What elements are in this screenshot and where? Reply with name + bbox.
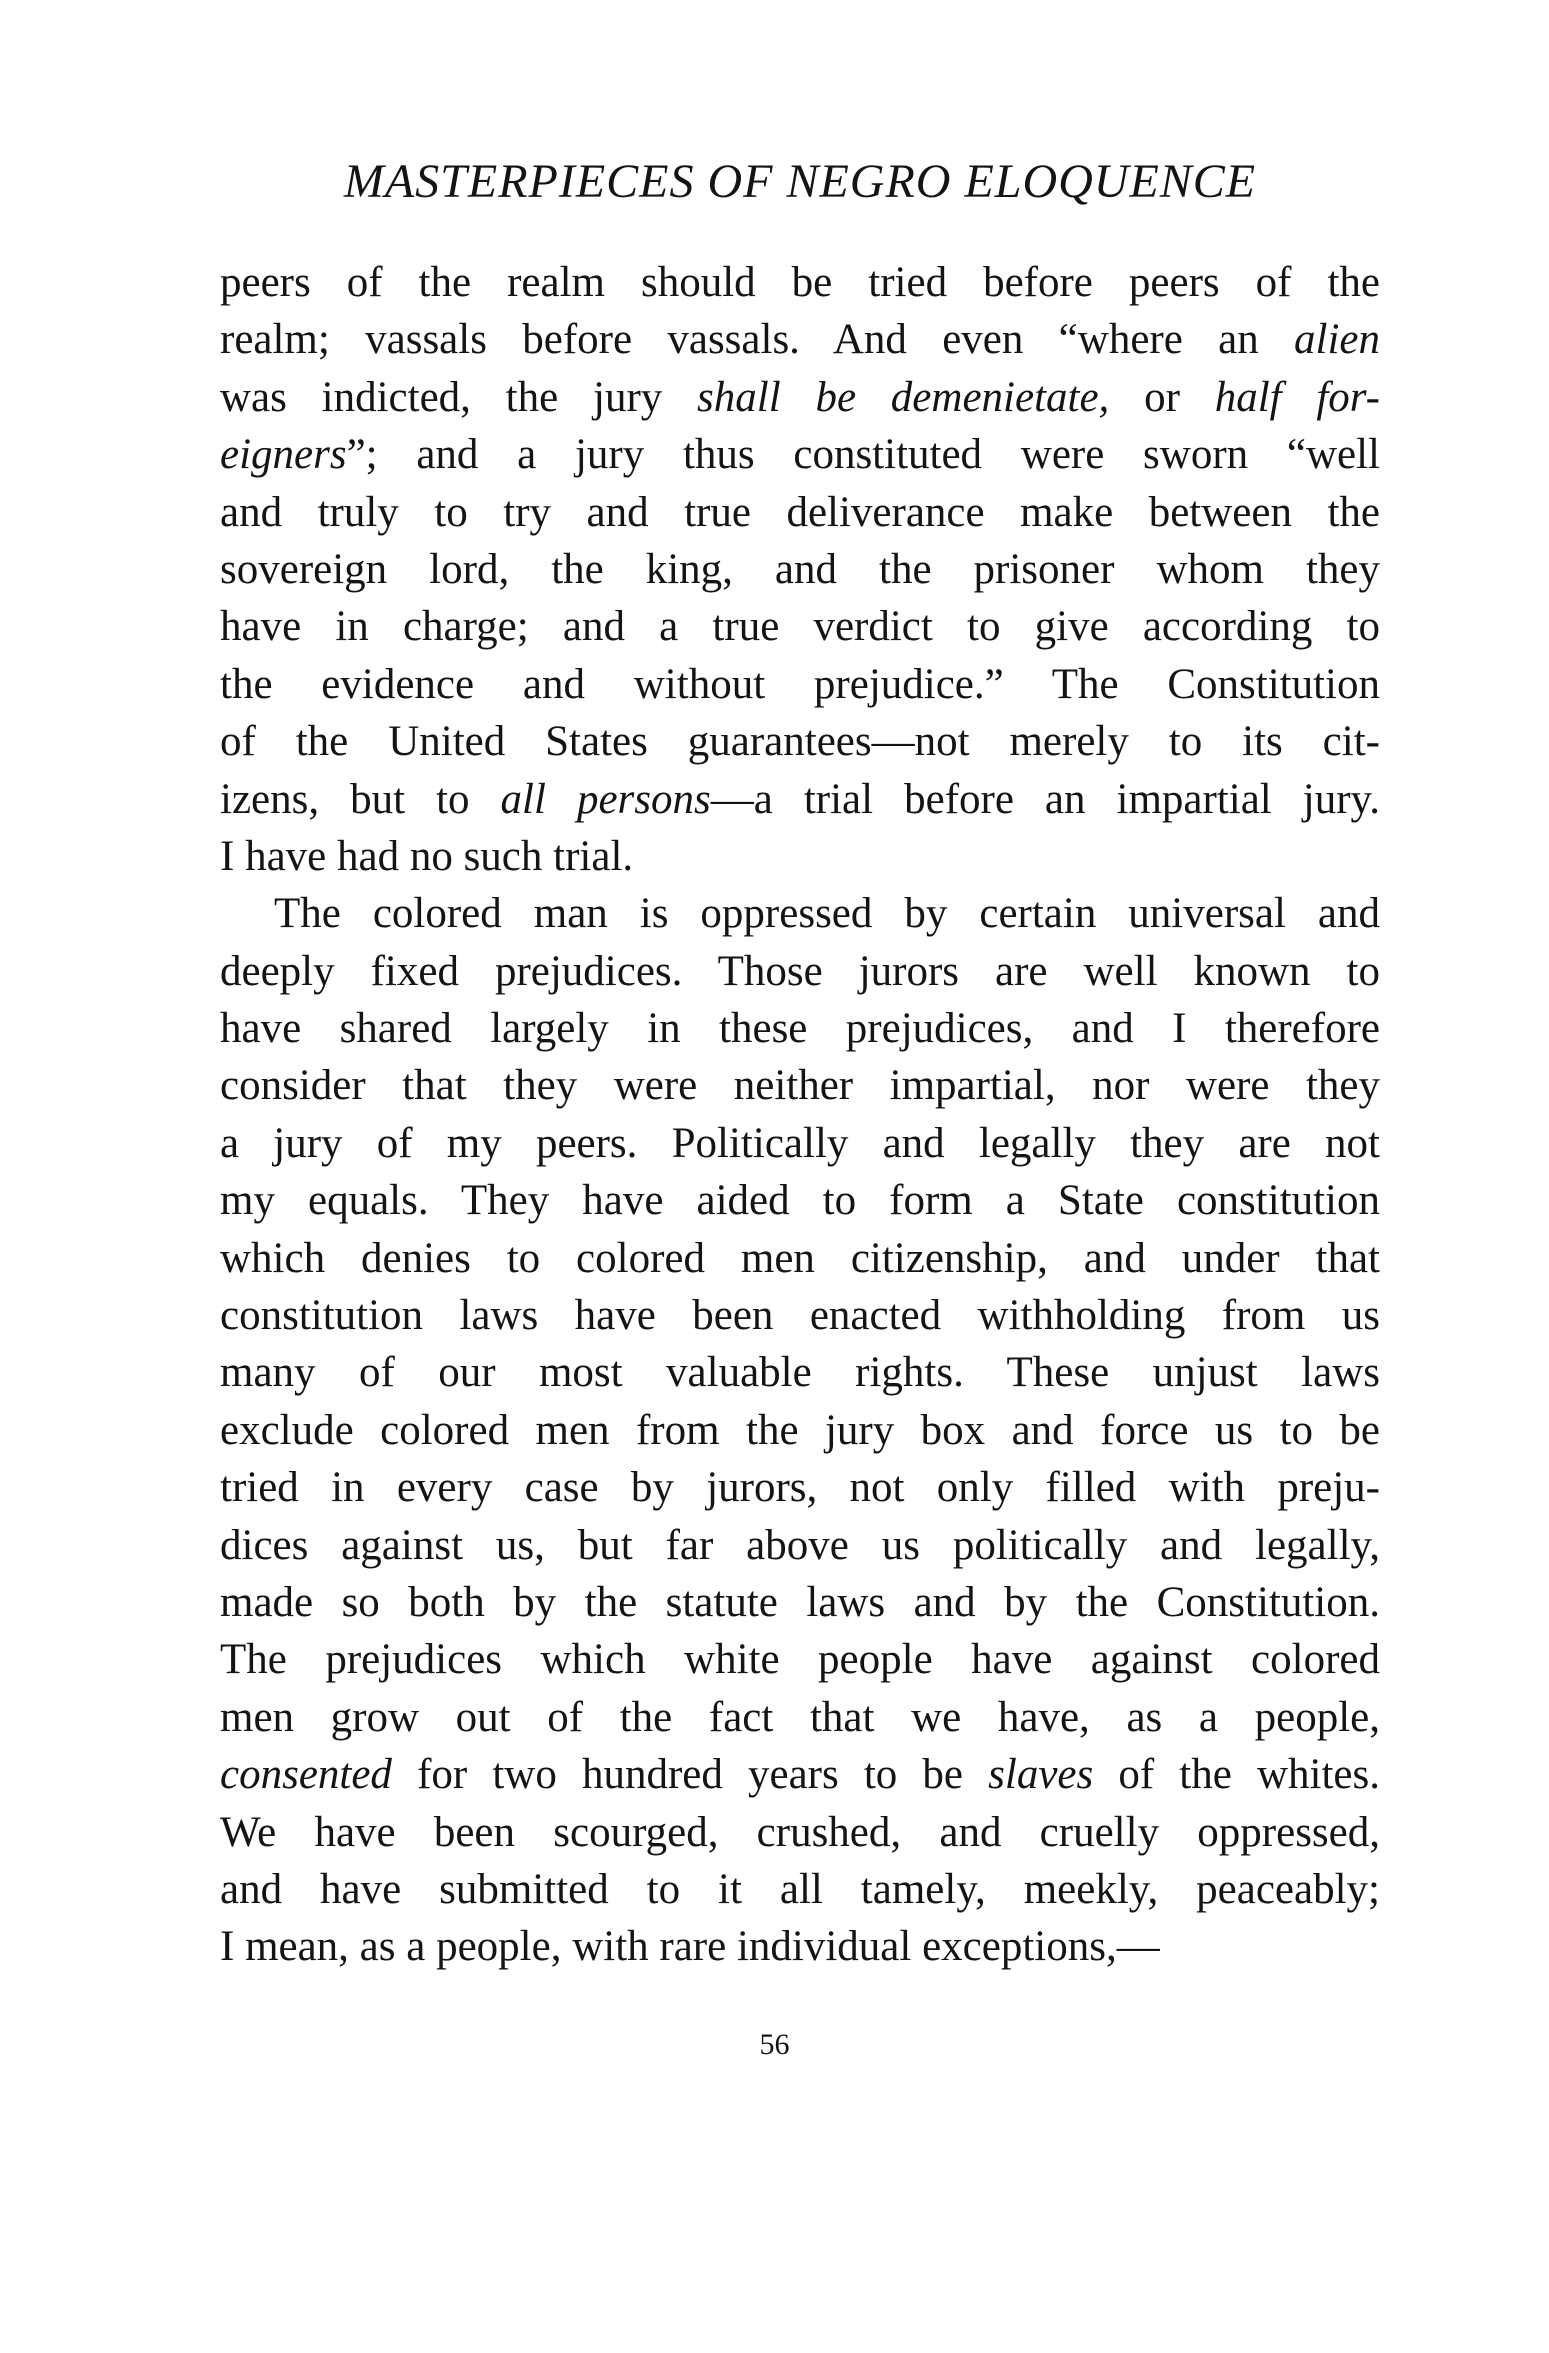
text-line xyxy=(220,943,1380,1000)
text-line xyxy=(220,656,1380,713)
text-segment: and have submitted to it all tamely, meekly, peaceably; xyxy=(220,1865,1380,1913)
paragraph xyxy=(220,885,1380,1975)
text-segment: The prejudices which white people have against colored xyxy=(220,1636,1380,1684)
text-line xyxy=(220,311,1380,368)
text-segment: or xyxy=(1109,373,1215,421)
text-line xyxy=(220,1517,1380,1574)
text-segment: for two hundred years to be xyxy=(391,1751,989,1799)
text-line xyxy=(220,1574,1380,1631)
page-number: 56 xyxy=(759,2028,790,2061)
text-segment: was indicted, the jury xyxy=(220,373,698,421)
text-segment: which denies to colored men citizenship, and under that xyxy=(220,1234,1380,1282)
text-line xyxy=(220,1287,1380,1344)
text-line xyxy=(220,1057,1380,1114)
italic-text: eigners xyxy=(220,431,347,479)
text-segment: of the United States guarantees—not merely to its cit- xyxy=(220,718,1380,766)
text-line xyxy=(220,1804,1380,1861)
text-line xyxy=(220,1746,1380,1803)
text-segment: tried in every case by jurors, not only filled with preju- xyxy=(220,1464,1380,1512)
text-line xyxy=(220,1918,1380,1975)
text-segment: I mean, as a people, with rare individual exceptions,— xyxy=(220,1923,1160,1971)
italic-text: consented xyxy=(220,1751,392,1799)
text-segment: consider that they were neither impartial, nor were they xyxy=(220,1062,1380,1110)
text-segment: the evidence and without prejudice.” The Constitution xyxy=(220,660,1380,708)
text-line xyxy=(220,1172,1380,1229)
text-line xyxy=(220,369,1380,426)
text-line xyxy=(220,828,1380,885)
text-segment: peers of the realm should be tried before peers of the xyxy=(220,259,1380,306)
text-segment: of the whites. xyxy=(1093,1751,1380,1799)
text-segment: exclude colored men from the jury box and force us to be xyxy=(220,1406,1380,1454)
text-segment: many of our most valuable rights. These unjust laws xyxy=(220,1349,1380,1397)
text-line xyxy=(220,1402,1380,1459)
text-segment: izens, but to xyxy=(220,775,501,823)
text-line xyxy=(220,1000,1380,1057)
paragraph xyxy=(220,254,1380,885)
text-line xyxy=(220,1115,1380,1172)
text-line xyxy=(220,1861,1380,1918)
text-line xyxy=(220,426,1380,483)
text-segment: ”; and a jury thus constituted were sworn “well xyxy=(346,431,1380,479)
text-segment: The colored man is oppressed by certain universal and xyxy=(274,890,1380,938)
text-segment: realm; vassals before vassals. And even “where an xyxy=(220,316,1295,364)
text-segment: constitution laws have been enacted withholding from us xyxy=(220,1292,1380,1340)
text-line xyxy=(220,1459,1380,1516)
text-segment: men grow out of the fact that we have, as a people, xyxy=(220,1693,1380,1741)
italic-text: alien xyxy=(1294,316,1380,364)
text-line xyxy=(220,713,1380,770)
text-segment: have shared largely in these prejudices, and I therefore xyxy=(220,1005,1380,1053)
text-segment: dices against us, but far above us politically and legally, xyxy=(220,1521,1380,1569)
text-segment: —a trial before an impartial jury. xyxy=(710,775,1380,823)
text-segment: my equals. They have aided to form a State constitution xyxy=(220,1177,1380,1225)
text-segment: have in charge; and a true verdict to give according to xyxy=(220,603,1380,651)
text-line xyxy=(220,1344,1380,1401)
text-segment: and truly to try and true deliverance make between the xyxy=(220,488,1380,536)
body-text xyxy=(220,254,1380,1976)
text-line xyxy=(220,598,1380,655)
text-segment: a jury of my peers. Politically and legally they are not xyxy=(220,1119,1380,1167)
italic-text: slaves xyxy=(988,1751,1094,1799)
text-segment: We have been scourged, crushed, and cruelly oppressed, xyxy=(220,1808,1380,1856)
text-line xyxy=(220,541,1380,598)
text-line xyxy=(220,1631,1380,1688)
text-line xyxy=(220,484,1380,541)
text-line xyxy=(220,1230,1380,1287)
text-line xyxy=(220,771,1380,828)
italic-text: half for- xyxy=(1214,373,1380,421)
italic-text: all persons xyxy=(500,775,711,823)
text-segment: sovereign lord, the king, and the prisoner whom they xyxy=(220,545,1380,593)
running-head: MASTERPIECES OF NEGRO ELOQUENCE xyxy=(343,155,1257,208)
text-line xyxy=(220,254,1380,311)
text-segment: I have had no such trial. xyxy=(220,832,634,880)
italic-text: shall be demenietate, xyxy=(697,373,1110,421)
text-line xyxy=(220,1689,1380,1746)
text-line xyxy=(220,885,1380,942)
text-segment: made so both by the statute laws and by the Constitution. xyxy=(220,1578,1380,1626)
text-segment: deeply fixed prejudices. Those jurors are well known to xyxy=(220,947,1380,995)
